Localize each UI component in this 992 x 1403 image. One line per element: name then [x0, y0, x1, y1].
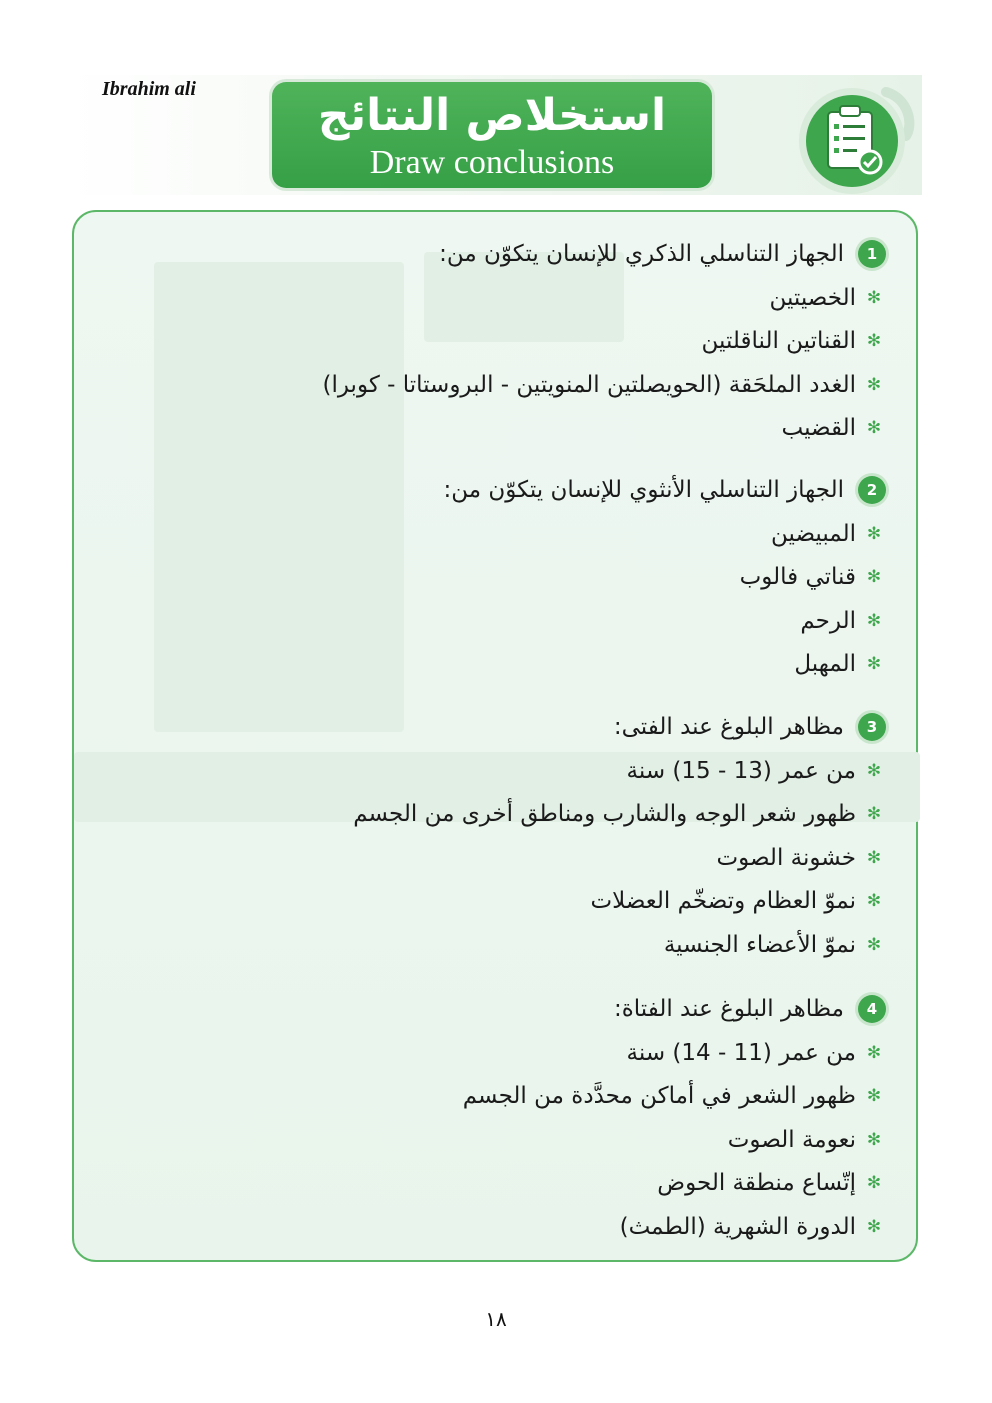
bullet-star-icon: ✻	[866, 847, 882, 868]
item-text: ظهور شعر الوجه والشارب ومناطق أخرى من الجسم	[353, 801, 856, 828]
section-heading	[443, 468, 886, 512]
bullet-star-icon: ✻	[866, 1042, 882, 1063]
bullet-star-icon: ✻	[866, 1216, 882, 1237]
item-text: الغدد الملحَقة (الحويصلتين المنويتين - البروستاتا - كوبرا)	[322, 371, 856, 398]
bullet-star-icon: ✻	[866, 891, 882, 912]
item-text: إتّساع منطقة الحوض	[657, 1170, 856, 1197]
list-item	[443, 643, 886, 687]
list-item	[443, 599, 886, 643]
list-item	[353, 793, 886, 837]
heading-text: مظاهر البلوغ عند الفتاة:	[613, 996, 844, 1022]
title-english: Draw conclusions	[369, 144, 615, 181]
item-text: القناتين الناقلتين	[701, 328, 856, 355]
item-text: من عمر (11 - 14) سنة	[626, 1039, 856, 1066]
list-item	[322, 407, 886, 451]
bullet-star-icon: ✻	[866, 567, 882, 588]
item-text: من عمر (13 - 15) سنة	[626, 757, 856, 784]
item-text: الخصيتين	[769, 284, 856, 311]
list-item	[353, 923, 886, 967]
item-text: الرحم	[800, 607, 856, 634]
number-badge: 4	[858, 995, 886, 1023]
section-heading	[322, 232, 886, 276]
title-banner	[272, 82, 712, 188]
bullet-star-icon: ✻	[866, 1129, 882, 1150]
item-text: القضيب	[781, 415, 856, 442]
item-text: نموّ العظام وتضخّم العضلات	[590, 888, 856, 915]
list-item	[353, 836, 886, 880]
list-item	[463, 1075, 886, 1119]
section-heading	[353, 705, 886, 749]
item-text: قناتي فالوب	[739, 564, 856, 591]
number-badge: 1	[858, 240, 886, 268]
bullet-star-icon: ✻	[866, 331, 882, 352]
list-item	[463, 1118, 886, 1162]
item-text: المبيضين	[771, 520, 856, 547]
number-badge: 3	[858, 713, 886, 741]
list-item	[353, 880, 886, 924]
list-item	[443, 556, 886, 600]
list-item	[463, 1205, 886, 1249]
item-text: نعومة الصوت	[727, 1126, 856, 1153]
author-name: Ibrahim ali	[102, 78, 196, 100]
heading-text: الجهاز التناسلي الأنثوي للإنسان يتكوّن من:	[443, 477, 844, 503]
bullet-star-icon: ✻	[866, 610, 882, 631]
title-arabic: استخلاص النتائج	[317, 90, 667, 141]
list-item	[322, 363, 886, 407]
item-text: الدورة الشهرية (الطمث)	[619, 1213, 856, 1240]
section-heading	[463, 987, 886, 1031]
list-item	[443, 512, 886, 556]
section-1	[322, 232, 886, 450]
bullet-star-icon: ✻	[866, 804, 882, 825]
bullet-star-icon: ✻	[866, 654, 882, 675]
heading-text: مظاهر البلوغ عند الفتى:	[613, 714, 844, 740]
list-item	[463, 1031, 886, 1075]
bullet-star-icon: ✻	[866, 760, 882, 781]
section-3	[353, 705, 886, 967]
list-item	[322, 276, 886, 320]
number-badge: 2	[858, 476, 886, 504]
item-text: نموّ الأعضاء الجنسية	[663, 931, 856, 958]
bullet-star-icon: ✻	[866, 934, 882, 955]
bullet-star-icon: ✻	[866, 1086, 882, 1107]
list-item	[322, 320, 886, 364]
conclusions-panel	[72, 210, 918, 1262]
heading-text: الجهاز التناسلي الذكري للإنسان يتكوّن من:	[439, 241, 844, 267]
item-text: المهبل	[794, 651, 856, 678]
bullet-star-icon: ✻	[866, 374, 882, 395]
bullet-star-icon: ✻	[866, 418, 882, 439]
page-number: ١٨	[485, 1307, 507, 1331]
bullet-star-icon: ✻	[866, 1173, 882, 1194]
list-item	[353, 749, 886, 793]
clipboard-checklist-icon	[790, 84, 916, 198]
bullet-star-icon: ✻	[866, 523, 882, 544]
item-text: ظهور الشعر في أماكن محدَّدة من الجسم	[462, 1083, 856, 1110]
section-4	[463, 987, 886, 1249]
item-text: خشونة الصوت	[716, 844, 856, 871]
bullet-star-icon: ✻	[866, 287, 882, 308]
section-2	[443, 468, 886, 686]
list-item	[463, 1162, 886, 1206]
